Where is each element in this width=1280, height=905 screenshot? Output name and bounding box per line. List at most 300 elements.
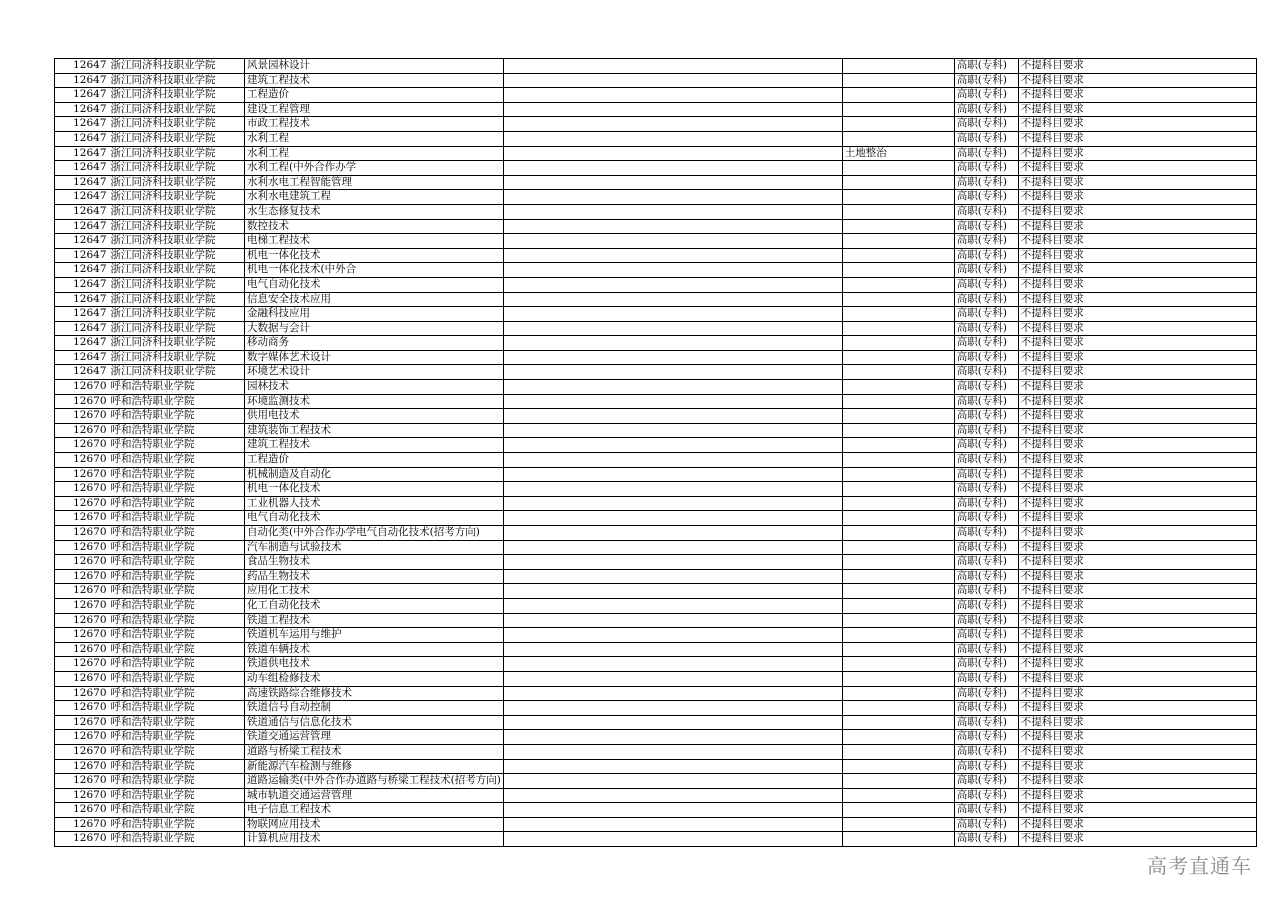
level-cell: 高职(专科) — [954, 817, 1018, 832]
school-code-cell: 12647 — [55, 336, 109, 351]
requirement-cell: 不提科目要求 — [1018, 102, 1256, 117]
blank-cell — [503, 73, 842, 88]
requirement-cell: 不提科目要求 — [1018, 642, 1256, 657]
major-cell: 机电一体化技术 — [245, 248, 504, 263]
direction-cell — [842, 161, 954, 176]
blank-cell — [503, 511, 842, 526]
school-code-cell: 12670 — [55, 832, 109, 847]
table-row — [55, 190, 1257, 205]
level-cell: 高职(专科) — [954, 671, 1018, 686]
level-cell: 高职(专科) — [954, 511, 1018, 526]
table-row — [55, 336, 1257, 351]
table-row — [55, 671, 1257, 686]
direction-cell — [842, 715, 954, 730]
school-name-cell: 呼和浩特职业学院 — [109, 540, 245, 555]
blank-cell — [503, 774, 842, 789]
table-row — [55, 204, 1257, 219]
level-cell: 高职(专科) — [954, 190, 1018, 205]
table-row — [55, 526, 1257, 541]
direction-cell — [842, 73, 954, 88]
blank-cell — [503, 628, 842, 643]
school-name-cell: 呼和浩特职业学院 — [109, 482, 245, 497]
school-name-cell: 呼和浩特职业学院 — [109, 511, 245, 526]
table-row — [55, 380, 1257, 395]
school-name-cell: 浙江同济科技职业学院 — [109, 161, 245, 176]
direction-cell — [842, 336, 954, 351]
major-cell: 铁道交通运营管理 — [245, 730, 504, 745]
direction-cell — [842, 759, 954, 774]
table-row — [55, 292, 1257, 307]
school-code-cell: 12647 — [55, 59, 109, 74]
table-row — [55, 277, 1257, 292]
school-code-cell: 12670 — [55, 788, 109, 803]
table-row — [55, 438, 1257, 453]
major-cell: 大数据与会计 — [245, 321, 504, 336]
level-cell: 高职(专科) — [954, 175, 1018, 190]
requirement-cell: 不提科目要求 — [1018, 190, 1256, 205]
direction-cell — [842, 263, 954, 278]
blank-cell — [503, 642, 842, 657]
school-code-cell: 12670 — [55, 526, 109, 541]
table-row — [55, 803, 1257, 818]
blank-cell — [503, 701, 842, 716]
table-row — [55, 511, 1257, 526]
table-row — [55, 730, 1257, 745]
level-cell: 高职(专科) — [954, 803, 1018, 818]
table-row — [55, 613, 1257, 628]
blank-cell — [503, 555, 842, 570]
requirement-cell: 不提科目要求 — [1018, 453, 1256, 468]
level-cell: 高职(专科) — [954, 496, 1018, 511]
level-cell: 高职(专科) — [954, 774, 1018, 789]
direction-cell — [842, 832, 954, 847]
level-cell: 高职(专科) — [954, 336, 1018, 351]
school-code-cell: 12670 — [55, 628, 109, 643]
school-code-cell: 12647 — [55, 365, 109, 380]
blank-cell — [503, 598, 842, 613]
requirement-cell: 不提科目要求 — [1018, 613, 1256, 628]
school-name-cell: 浙江同济科技职业学院 — [109, 350, 245, 365]
level-cell: 高职(专科) — [954, 277, 1018, 292]
major-cell: 市政工程技术 — [245, 117, 504, 132]
level-cell: 高职(专科) — [954, 365, 1018, 380]
blank-cell — [503, 131, 842, 146]
school-name-cell: 呼和浩特职业学院 — [109, 438, 245, 453]
table-row — [55, 234, 1257, 249]
blank-cell — [503, 438, 842, 453]
requirement-cell: 不提科目要求 — [1018, 774, 1256, 789]
level-cell: 高职(专科) — [954, 423, 1018, 438]
blank-cell — [503, 204, 842, 219]
level-cell: 高职(专科) — [954, 832, 1018, 847]
table-row — [55, 350, 1257, 365]
direction-cell — [842, 117, 954, 132]
direction-cell — [842, 321, 954, 336]
blank-cell — [503, 380, 842, 395]
direction-cell — [842, 642, 954, 657]
level-cell: 高职(专科) — [954, 88, 1018, 103]
school-name-cell: 浙江同济科技职业学院 — [109, 336, 245, 351]
major-cell: 新能源汽车检测与维修 — [245, 759, 504, 774]
direction-cell — [842, 365, 954, 380]
school-name-cell: 呼和浩特职业学院 — [109, 657, 245, 672]
blank-cell — [503, 409, 842, 424]
school-name-cell: 浙江同济科技职业学院 — [109, 248, 245, 263]
school-code-cell: 12670 — [55, 394, 109, 409]
school-code-cell: 12670 — [55, 467, 109, 482]
major-cell: 铁道通信与信息化技术 — [245, 715, 504, 730]
level-cell: 高职(专科) — [954, 394, 1018, 409]
direction-cell — [842, 482, 954, 497]
requirement-cell: 不提科目要求 — [1018, 204, 1256, 219]
major-cell: 建筑工程技术 — [245, 438, 504, 453]
table-row — [55, 73, 1257, 88]
table-row — [55, 642, 1257, 657]
blank-cell — [503, 59, 842, 74]
level-cell: 高职(专科) — [954, 146, 1018, 161]
major-cell: 工程造价 — [245, 88, 504, 103]
level-cell: 高职(专科) — [954, 263, 1018, 278]
school-code-cell: 12647 — [55, 73, 109, 88]
blank-cell — [503, 788, 842, 803]
requirement-cell: 不提科目要求 — [1018, 496, 1256, 511]
major-cell: 数控技术 — [245, 219, 504, 234]
major-cell: 水利工程 — [245, 131, 504, 146]
table-row — [55, 832, 1257, 847]
table-body — [55, 59, 1257, 847]
level-cell: 高职(专科) — [954, 628, 1018, 643]
school-code-cell: 12647 — [55, 321, 109, 336]
direction-cell — [842, 131, 954, 146]
blank-cell — [503, 248, 842, 263]
school-name-cell: 浙江同济科技职业学院 — [109, 204, 245, 219]
table-row — [55, 467, 1257, 482]
major-cell: 药品生物技术 — [245, 569, 504, 584]
table-row — [55, 759, 1257, 774]
major-cell: 建设工程管理 — [245, 102, 504, 117]
level-cell: 高职(专科) — [954, 161, 1018, 176]
school-code-cell: 12670 — [55, 817, 109, 832]
direction-cell — [842, 540, 954, 555]
major-cell: 水生态修复技术 — [245, 204, 504, 219]
table-row — [55, 701, 1257, 716]
blank-cell — [503, 219, 842, 234]
school-name-cell: 呼和浩特职业学院 — [109, 686, 245, 701]
direction-cell — [842, 496, 954, 511]
level-cell: 高职(专科) — [954, 526, 1018, 541]
table-row — [55, 88, 1257, 103]
school-name-cell: 浙江同济科技职业学院 — [109, 102, 245, 117]
requirement-cell: 不提科目要求 — [1018, 423, 1256, 438]
school-name-cell: 呼和浩特职业学院 — [109, 423, 245, 438]
direction-cell — [842, 423, 954, 438]
table-row — [55, 117, 1257, 132]
level-cell: 高职(专科) — [954, 482, 1018, 497]
level-cell: 高职(专科) — [954, 438, 1018, 453]
requirement-cell: 不提科目要求 — [1018, 438, 1256, 453]
school-code-cell: 12647 — [55, 307, 109, 322]
table-row — [55, 248, 1257, 263]
school-code-cell: 12647 — [55, 350, 109, 365]
school-name-cell: 浙江同济科技职业学院 — [109, 277, 245, 292]
requirement-cell: 不提科目要求 — [1018, 788, 1256, 803]
major-cell: 数字媒体艺术设计 — [245, 350, 504, 365]
level-cell: 高职(专科) — [954, 453, 1018, 468]
school-name-cell: 浙江同济科技职业学院 — [109, 365, 245, 380]
table-row — [55, 774, 1257, 789]
major-cell: 工程造价 — [245, 453, 504, 468]
level-cell: 高职(专科) — [954, 248, 1018, 263]
direction-cell — [842, 686, 954, 701]
blank-cell — [503, 744, 842, 759]
school-code-cell: 12647 — [55, 175, 109, 190]
requirement-cell: 不提科目要求 — [1018, 380, 1256, 395]
school-name-cell: 呼和浩特职业学院 — [109, 788, 245, 803]
requirement-cell: 不提科目要求 — [1018, 88, 1256, 103]
requirement-cell: 不提科目要求 — [1018, 584, 1256, 599]
direction-cell — [842, 88, 954, 103]
table-row — [55, 146, 1257, 161]
major-cell: 化工自动化技术 — [245, 598, 504, 613]
major-cell: 食品生物技术 — [245, 555, 504, 570]
major-cell: 金融科技应用 — [245, 307, 504, 322]
blank-cell — [503, 467, 842, 482]
level-cell: 高职(专科) — [954, 131, 1018, 146]
school-name-cell: 浙江同济科技职业学院 — [109, 219, 245, 234]
major-cell: 自动化类(中外合作办学电气自动化技术(招考方向) — [245, 526, 504, 541]
table-row — [55, 555, 1257, 570]
requirement-cell: 不提科目要求 — [1018, 321, 1256, 336]
school-name-cell: 呼和浩特职业学院 — [109, 744, 245, 759]
blank-cell — [503, 394, 842, 409]
direction-cell — [842, 774, 954, 789]
direction-cell — [842, 234, 954, 249]
table-row — [55, 628, 1257, 643]
school-code-cell: 12647 — [55, 161, 109, 176]
school-name-cell: 呼和浩特职业学院 — [109, 730, 245, 745]
direction-cell — [842, 555, 954, 570]
requirement-cell: 不提科目要求 — [1018, 803, 1256, 818]
level-cell: 高职(专科) — [954, 715, 1018, 730]
school-code-cell: 12647 — [55, 219, 109, 234]
school-name-cell: 呼和浩特职业学院 — [109, 409, 245, 424]
direction-cell — [842, 307, 954, 322]
table-row — [55, 394, 1257, 409]
table-row — [55, 131, 1257, 146]
major-cell: 道路与桥梁工程技术 — [245, 744, 504, 759]
direction-cell — [842, 803, 954, 818]
direction-cell — [842, 744, 954, 759]
school-code-cell: 12647 — [55, 131, 109, 146]
direction-cell — [842, 453, 954, 468]
blank-cell — [503, 117, 842, 132]
school-name-cell: 浙江同济科技职业学院 — [109, 234, 245, 249]
school-code-cell: 12670 — [55, 730, 109, 745]
direction-cell — [842, 350, 954, 365]
major-cell: 风景园林设计 — [245, 59, 504, 74]
direction-cell — [842, 569, 954, 584]
requirement-cell: 不提科目要求 — [1018, 219, 1256, 234]
table-row — [55, 569, 1257, 584]
school-code-cell: 12647 — [55, 117, 109, 132]
level-cell: 高职(专科) — [954, 409, 1018, 424]
major-cell: 水利工程 — [245, 146, 504, 161]
direction-cell — [842, 511, 954, 526]
direction-cell — [842, 380, 954, 395]
school-name-cell: 浙江同济科技职业学院 — [109, 307, 245, 322]
table-row — [55, 584, 1257, 599]
school-code-cell: 12670 — [55, 774, 109, 789]
direction-cell — [842, 277, 954, 292]
table-row — [55, 263, 1257, 278]
school-code-cell: 12670 — [55, 409, 109, 424]
level-cell: 高职(专科) — [954, 117, 1018, 132]
direction-cell — [842, 788, 954, 803]
major-cell: 机械制造及自动化 — [245, 467, 504, 482]
blank-cell — [503, 496, 842, 511]
blank-cell — [503, 190, 842, 205]
level-cell: 高职(专科) — [954, 204, 1018, 219]
school-code-cell: 12647 — [55, 277, 109, 292]
direction-cell — [842, 613, 954, 628]
table-row — [55, 219, 1257, 234]
school-code-cell: 12647 — [55, 248, 109, 263]
direction-cell — [842, 671, 954, 686]
school-name-cell: 呼和浩特职业学院 — [109, 715, 245, 730]
requirement-cell: 不提科目要求 — [1018, 117, 1256, 132]
requirement-cell: 不提科目要求 — [1018, 350, 1256, 365]
direction-cell — [842, 409, 954, 424]
requirement-cell: 不提科目要求 — [1018, 263, 1256, 278]
school-code-cell: 12670 — [55, 438, 109, 453]
level-cell: 高职(专科) — [954, 598, 1018, 613]
school-code-cell: 12670 — [55, 453, 109, 468]
blank-cell — [503, 365, 842, 380]
blank-cell — [503, 569, 842, 584]
school-name-cell: 呼和浩特职业学院 — [109, 380, 245, 395]
direction-cell — [842, 190, 954, 205]
requirement-cell: 不提科目要求 — [1018, 569, 1256, 584]
table-row — [55, 161, 1257, 176]
major-cell: 铁道供电技术 — [245, 657, 504, 672]
blank-cell — [503, 350, 842, 365]
school-name-cell: 浙江同济科技职业学院 — [109, 321, 245, 336]
level-cell: 高职(专科) — [954, 234, 1018, 249]
blank-cell — [503, 234, 842, 249]
school-code-cell: 12670 — [55, 701, 109, 716]
major-cell: 建筑工程技术 — [245, 73, 504, 88]
direction-cell — [842, 204, 954, 219]
school-name-cell: 呼和浩特职业学院 — [109, 642, 245, 657]
direction-cell — [842, 584, 954, 599]
school-code-cell: 12647 — [55, 234, 109, 249]
blank-cell — [503, 803, 842, 818]
school-code-cell: 12670 — [55, 584, 109, 599]
level-cell: 高职(专科) — [954, 657, 1018, 672]
school-name-cell: 呼和浩特职业学院 — [109, 817, 245, 832]
requirement-cell: 不提科目要求 — [1018, 744, 1256, 759]
level-cell: 高职(专科) — [954, 730, 1018, 745]
level-cell: 高职(专科) — [954, 584, 1018, 599]
direction-cell — [842, 467, 954, 482]
school-code-cell: 12647 — [55, 292, 109, 307]
school-name-cell: 浙江同济科技职业学院 — [109, 59, 245, 74]
direction-cell — [842, 817, 954, 832]
school-name-cell: 呼和浩特职业学院 — [109, 803, 245, 818]
school-code-cell: 12670 — [55, 613, 109, 628]
blank-cell — [503, 453, 842, 468]
school-code-cell: 12670 — [55, 671, 109, 686]
major-cell: 工业机器人技术 — [245, 496, 504, 511]
requirement-cell: 不提科目要求 — [1018, 540, 1256, 555]
level-cell: 高职(专科) — [954, 540, 1018, 555]
blank-cell — [503, 482, 842, 497]
school-name-cell: 呼和浩特职业学院 — [109, 671, 245, 686]
table-row — [55, 788, 1257, 803]
table-row — [55, 102, 1257, 117]
level-cell: 高职(专科) — [954, 701, 1018, 716]
direction-cell — [842, 438, 954, 453]
school-name-cell: 呼和浩特职业学院 — [109, 759, 245, 774]
school-name-cell: 浙江同济科技职业学院 — [109, 292, 245, 307]
requirement-cell: 不提科目要求 — [1018, 307, 1256, 322]
school-code-cell: 12670 — [55, 759, 109, 774]
requirement-cell: 不提科目要求 — [1018, 394, 1256, 409]
school-code-cell: 12647 — [55, 204, 109, 219]
major-cell: 移动商务 — [245, 336, 504, 351]
blank-cell — [503, 423, 842, 438]
major-cell: 园林技术 — [245, 380, 504, 395]
requirement-cell: 不提科目要求 — [1018, 817, 1256, 832]
major-cell: 环境艺术设计 — [245, 365, 504, 380]
requirement-cell: 不提科目要求 — [1018, 467, 1256, 482]
requirement-cell: 不提科目要求 — [1018, 73, 1256, 88]
table-row — [55, 686, 1257, 701]
table-row — [55, 496, 1257, 511]
school-name-cell: 浙江同济科技职业学院 — [109, 117, 245, 132]
major-cell: 汽车制造与试验技术 — [245, 540, 504, 555]
major-cell: 应用化工技术 — [245, 584, 504, 599]
school-code-cell: 12670 — [55, 598, 109, 613]
table-row — [55, 321, 1257, 336]
requirement-cell: 不提科目要求 — [1018, 671, 1256, 686]
level-cell: 高职(专科) — [954, 467, 1018, 482]
major-cell: 水利水电工程智能管理 — [245, 175, 504, 190]
school-name-cell: 浙江同济科技职业学院 — [109, 146, 245, 161]
major-cell: 铁道车辆技术 — [245, 642, 504, 657]
blank-cell — [503, 671, 842, 686]
blank-cell — [503, 540, 842, 555]
school-name-cell: 浙江同济科技职业学院 — [109, 131, 245, 146]
school-code-cell: 12670 — [55, 555, 109, 570]
requirement-cell: 不提科目要求 — [1018, 482, 1256, 497]
blank-cell — [503, 657, 842, 672]
school-code-cell: 12670 — [55, 642, 109, 657]
requirement-cell: 不提科目要求 — [1018, 365, 1256, 380]
level-cell: 高职(专科) — [954, 788, 1018, 803]
school-name-cell: 呼和浩特职业学院 — [109, 613, 245, 628]
major-cell: 信息安全技术应用 — [245, 292, 504, 307]
major-cell: 机电一体化技术 — [245, 482, 504, 497]
direction-cell — [842, 219, 954, 234]
school-name-cell: 呼和浩特职业学院 — [109, 453, 245, 468]
school-code-cell: 12647 — [55, 263, 109, 278]
requirement-cell: 不提科目要求 — [1018, 409, 1256, 424]
level-cell: 高职(专科) — [954, 569, 1018, 584]
school-code-cell: 12670 — [55, 423, 109, 438]
table-row — [55, 423, 1257, 438]
blank-cell — [503, 730, 842, 745]
